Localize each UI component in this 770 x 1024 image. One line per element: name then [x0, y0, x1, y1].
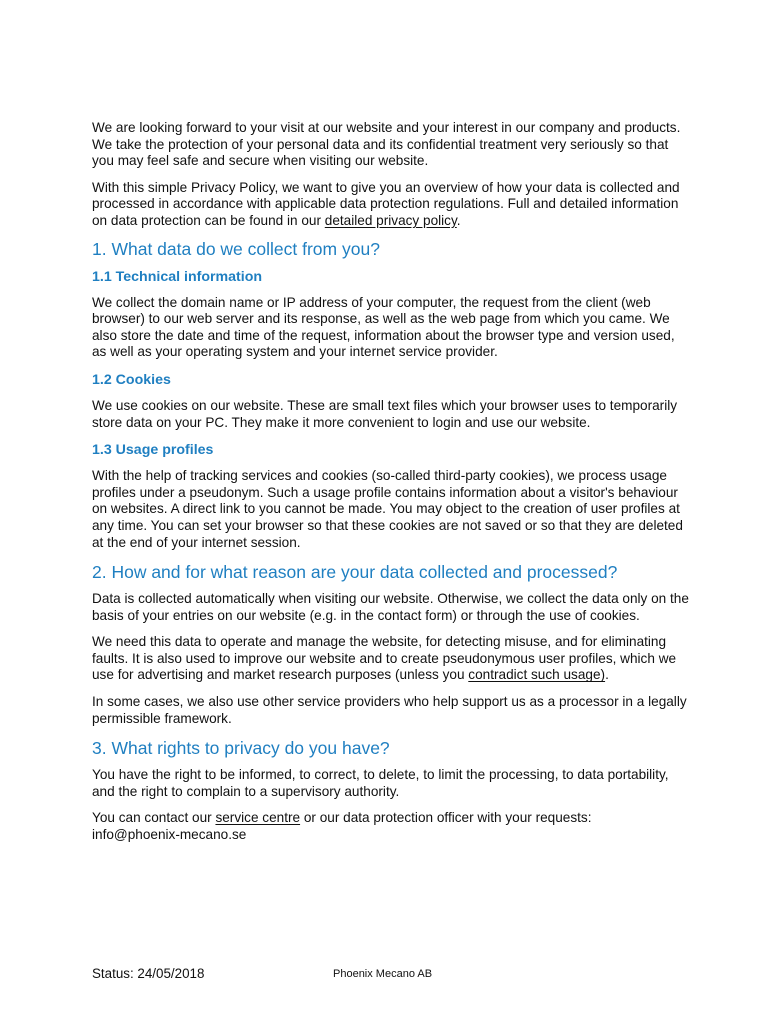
section-1-heading: 1. What data do we collect from you?: [92, 238, 380, 259]
section-2-paragraph-1: Data is collected automatically when visiting our website. Otherwise, we collect the data only on the basis of your entries on our website (e.g. in the contact form) or through the use of cookies.: [92, 591, 689, 623]
contact-email: info@phoenix-mecano.se: [92, 827, 247, 843]
contradict-usage-link[interactable]: contradict such usage): [468, 667, 606, 683]
subsection-1-1-heading: 1.1 Technical information: [92, 268, 263, 285]
section-3-paragraph-1: You have the right to be informed, to correct, to delete, to limit the processing, to data portability, and the right to complain to a supervisory authority.: [92, 767, 669, 799]
usage-profiles-text: With the help of tracking services and cookies (so-called third-party cookies), we process usage profiles under a pseudonym. Such a usage profile contains information about a visitor's behaviour on websites. A direct link to you cannot be made. You may object to the creation of user profiles at any time. You can set your browser so that these cookies are not saved or so that they are deleted at the end of your internet session.: [92, 468, 683, 550]
page-footer: [92, 966, 692, 986]
section-2-paragraph-2: [92, 634, 692, 684]
section-3-p2-text: You can contact our: [92, 810, 216, 826]
section-3-heading: 3. What rights to privacy do you have?: [92, 738, 390, 759]
section-2-p2-end: .: [605, 667, 609, 683]
subsection-1-3-heading: 1.3 Usage profiles: [92, 442, 214, 459]
subsection-1-2-heading: 1.2 Cookies: [92, 371, 171, 388]
intro-paragraph-2: [92, 180, 692, 230]
intro-p2-text: With this simple Privacy Policy, we want to give you an overview of how your data is collected and processed in accordance with applicable data protection regulations. Full and detailed information on data protection can be found in our: [92, 179, 680, 228]
document-body: [92, 120, 692, 854]
service-centre-link[interactable]: service centre: [215, 810, 301, 826]
cookies-text: We use cookies on our website. These are small text files which your browser uses to temporarily store data on your PC. They make it more convenient to login and use our website.: [92, 397, 678, 430]
section-2-paragraph-3: In some cases, we also use other service providers who help support us as a processor in a legally permissible framework.: [92, 694, 687, 726]
section-3-p2-end: or our data protection officer with your requests:: [300, 810, 592, 826]
section-2-p2-text: We need this data to operate and manage the website, for detecting misuse, and for eliminating faults. It is also used to improve our website and to create pseudonymous user profiles, which we use for advertising and market research purposes (unless you: [92, 634, 677, 683]
section-3-paragraph-2: [92, 810, 692, 843]
intro-p2-end: .: [456, 212, 461, 228]
technical-information-text: We collect the domain name or IP address of your computer, the request from the client (web browser) to our web server and its response, as well as the web page from which you came. We also store the date and time of the request, information about the browser type and version used, as well as your operating system and your internet service provider.: [92, 294, 675, 360]
status-date: Status: 24/05/2018: [92, 966, 205, 981]
company-name: Phoenix Mecano AB: [333, 968, 433, 980]
detailed-privacy-policy-link[interactable]: detailed privacy policy: [324, 212, 457, 228]
section-2-heading: 2. How and for what reason are your data collected and processed?: [92, 562, 618, 583]
intro-paragraph-1: We are looking forward to your visit at our website and your interest in our company and products. We take the protection of your personal data and its confidential treatment very seriously so that you may feel safe and secure when visiting our website.: [92, 120, 681, 169]
